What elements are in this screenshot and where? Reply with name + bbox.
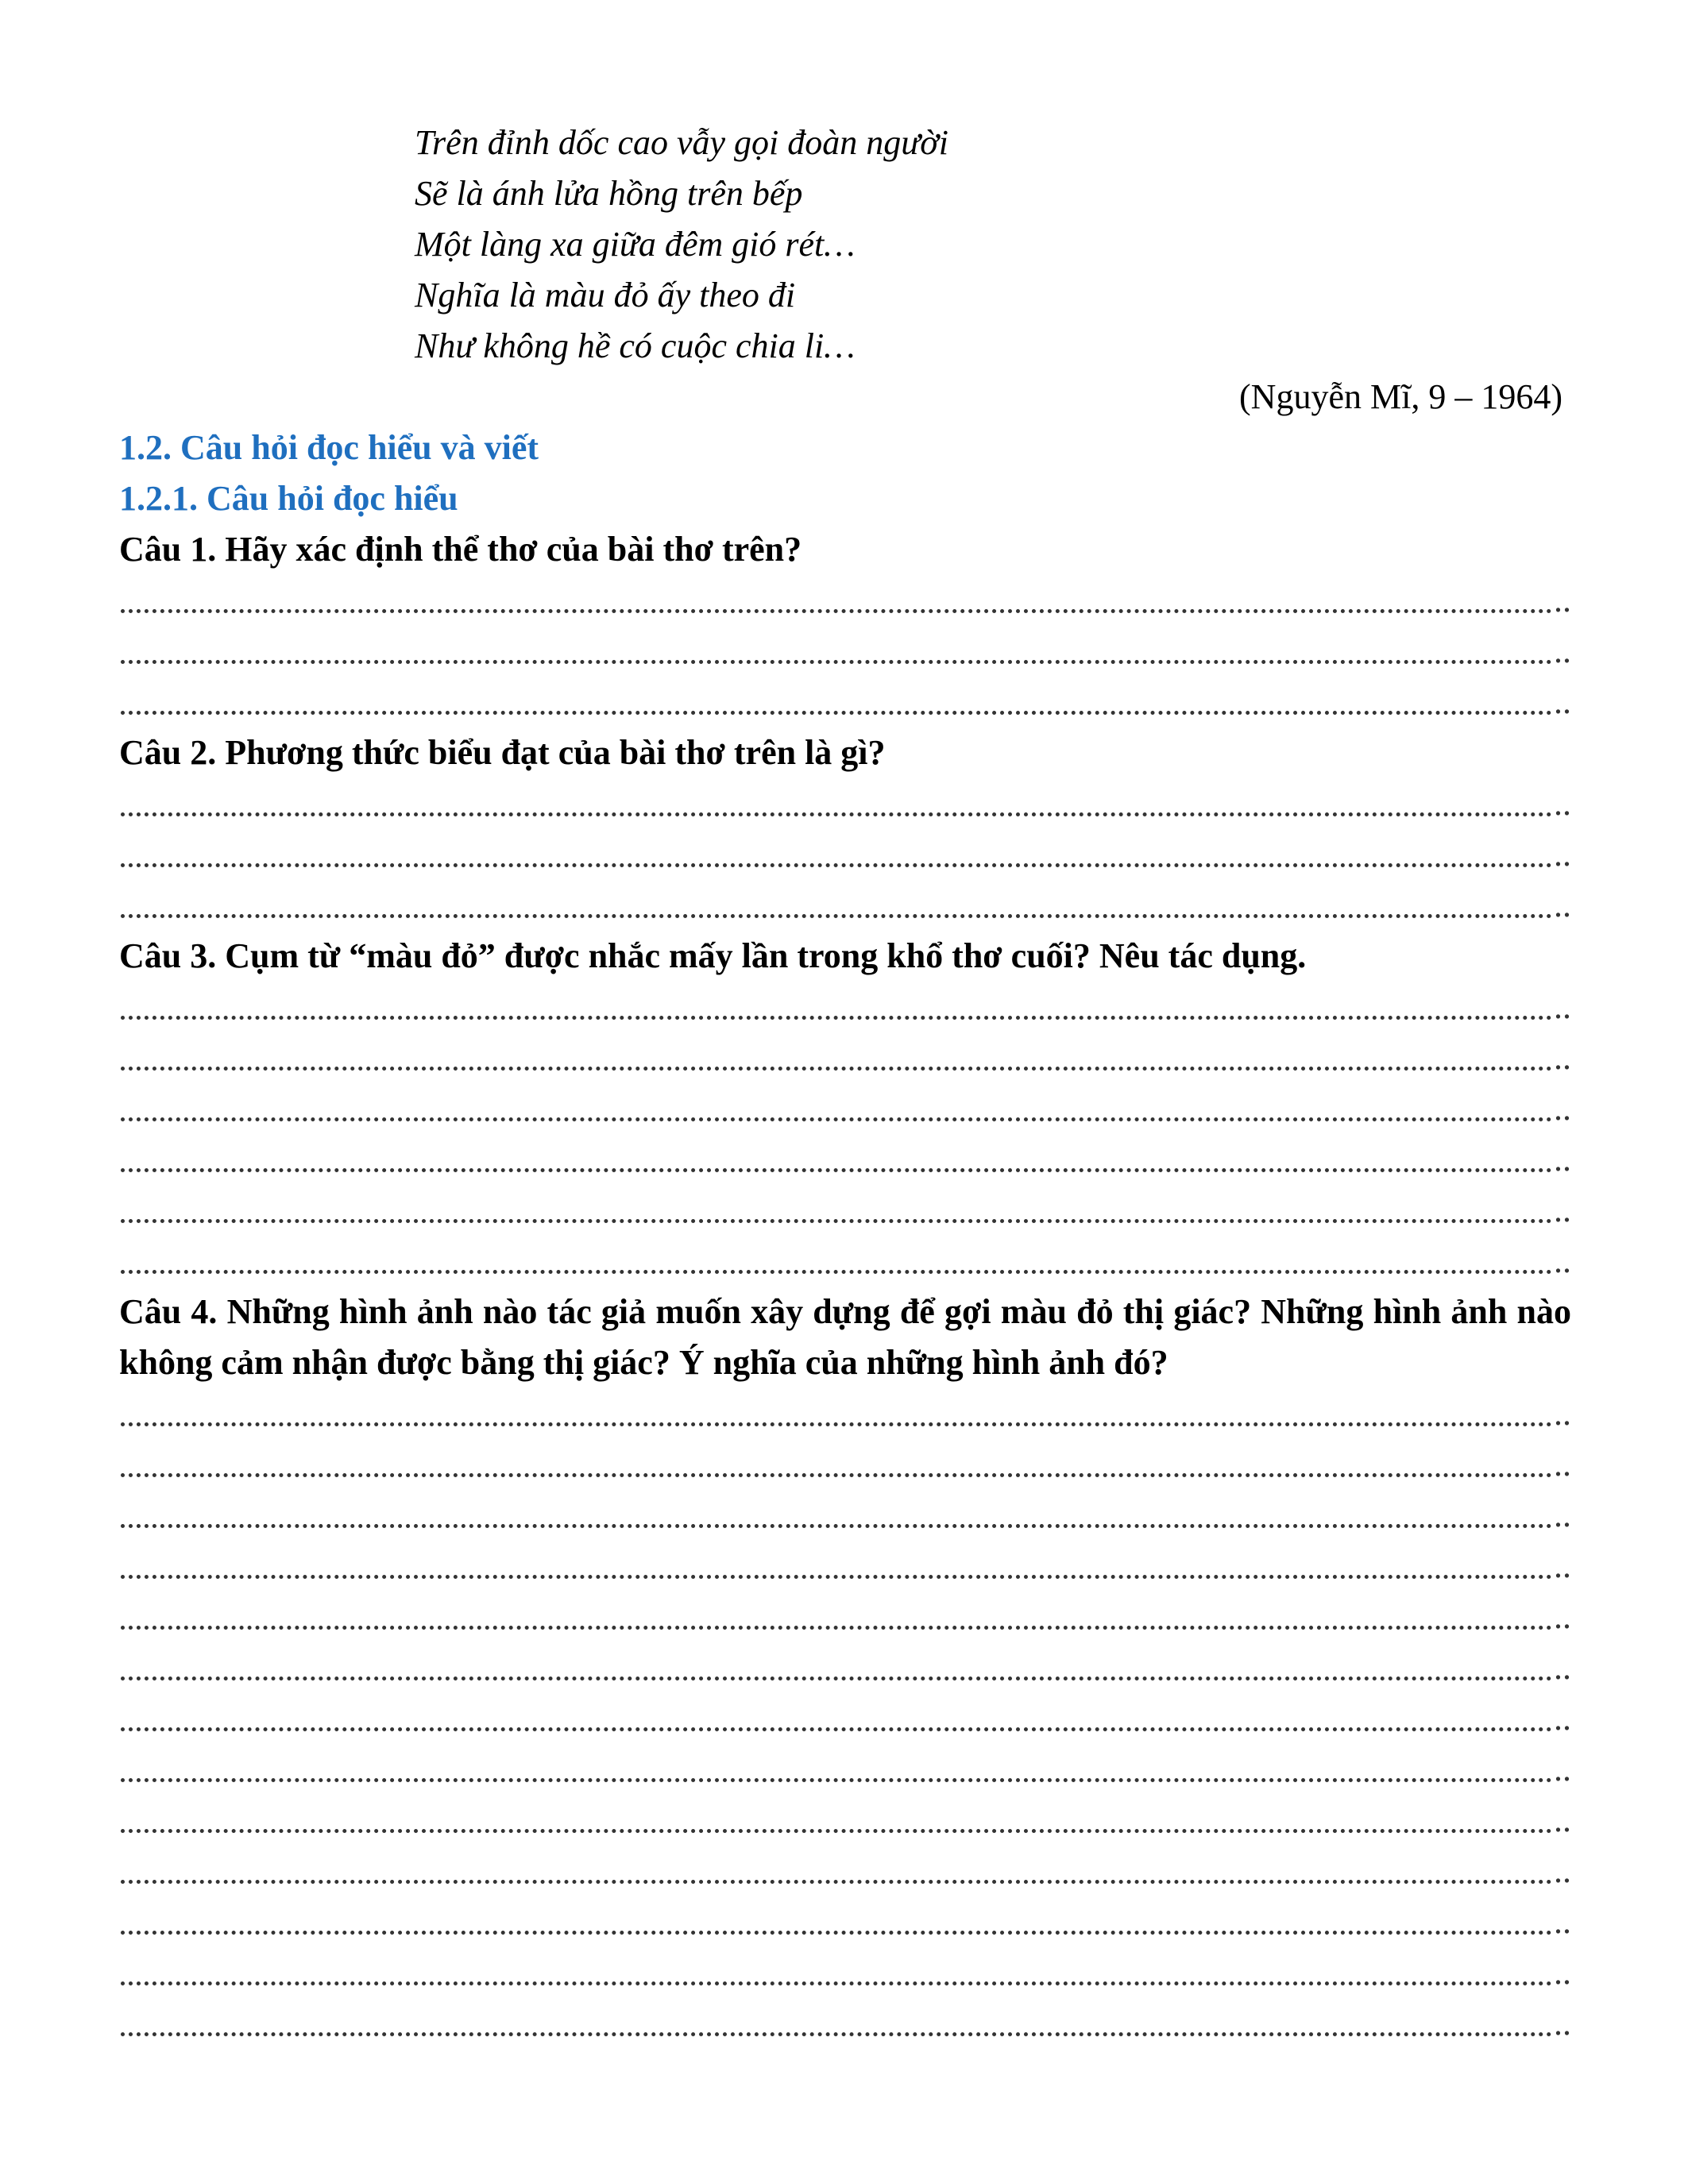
answer-line[interactable] <box>119 982 1571 1032</box>
answer-line[interactable] <box>119 677 1571 727</box>
section-heading: 1.2. Câu hỏi đọc hiểu và viết <box>119 428 539 467</box>
answer-line[interactable] <box>119 626 1571 677</box>
answer-line[interactable] <box>119 1592 1571 1642</box>
answer-line[interactable] <box>119 1236 1571 1287</box>
answer-area-3[interactable] <box>119 982 1571 1287</box>
answer-line[interactable] <box>119 1541 1571 1592</box>
answer-line[interactable] <box>119 1439 1571 1490</box>
question-3: Câu 3. Cụm từ “màu đỏ” được nhắc mấy lần trong khổ thơ cuối? Nêu tác dụng. <box>119 936 1307 975</box>
answer-line[interactable] <box>119 575 1571 626</box>
poem-excerpt <box>415 118 948 372</box>
answer-line[interactable] <box>119 1744 1571 1795</box>
answer-line[interactable] <box>119 1642 1571 1693</box>
question-2: Câu 2. Phương thức biểu đạt của bài thơ trên là gì? <box>119 733 886 772</box>
answer-line[interactable] <box>119 1998 1571 2049</box>
question-4: Câu 4. Những hình ảnh nào tác giả muốn xây dựng để gợi màu đỏ thị giác? Những hình ảnh nào không cảm nhận được bằng thị giác? Ý nghĩa của những hình ảnh đó? <box>119 1292 1571 1382</box>
answer-line[interactable] <box>119 1185 1571 1236</box>
poem-attribution: (Nguyễn Mĩ, 9 – 1964) <box>1239 377 1562 416</box>
answer-line[interactable] <box>119 1795 1571 1846</box>
answer-line[interactable] <box>119 1846 1571 1897</box>
answer-line[interactable] <box>119 1134 1571 1185</box>
answer-area-4[interactable] <box>119 1388 1571 2049</box>
subsection-heading: 1.2.1. Câu hỏi đọc hiểu <box>119 479 458 518</box>
answer-line[interactable] <box>119 1083 1571 1134</box>
answer-line[interactable] <box>119 829 1571 880</box>
poem-line: Trên đỉnh dốc cao vẫy gọi đoàn người <box>415 123 948 162</box>
answer-line[interactable] <box>119 778 1571 829</box>
poem-line: Như không hề có cuộc chia li… <box>415 326 856 365</box>
poem-line: Sẽ là ánh lửa hồng trên bếp <box>415 174 803 213</box>
answer-line[interactable] <box>119 1693 1571 1744</box>
answer-line[interactable] <box>119 1947 1571 1998</box>
question-1: Câu 1. Hãy xác định thể thơ của bài thơ trên? <box>119 530 802 569</box>
poem-line: Một làng xa giữa đêm gió rét… <box>415 225 856 264</box>
answer-area-2[interactable] <box>119 778 1571 931</box>
answer-line[interactable] <box>119 880 1571 931</box>
answer-line[interactable] <box>119 1032 1571 1083</box>
answer-area-1[interactable] <box>119 575 1571 727</box>
answer-line[interactable] <box>119 1490 1571 1541</box>
poem-line: Nghĩa là màu đỏ ấy theo đi <box>415 276 796 314</box>
answer-line[interactable] <box>119 1388 1571 1439</box>
answer-line[interactable] <box>119 1897 1571 1947</box>
